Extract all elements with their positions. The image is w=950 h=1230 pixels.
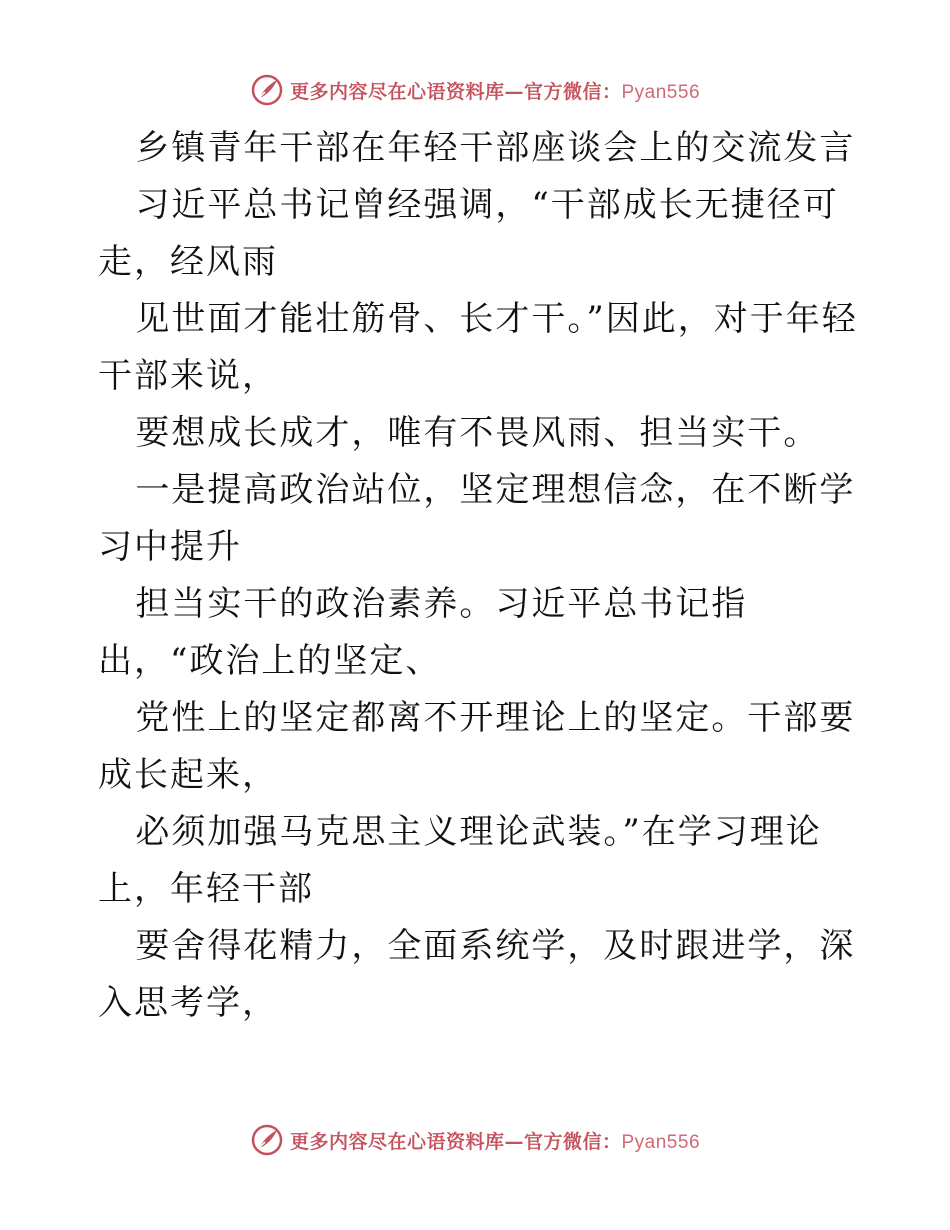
paragraph: 要舍得花精力，全面系统学，及时跟进学，深入思考学， <box>98 926 856 1023</box>
document-body <box>98 120 858 1032</box>
paragraph: 党性上的坚定都离不开理论上的坚定。干部要成长起来， <box>98 698 856 795</box>
paragraph: 见世面才能壮筋骨、长才干。”因此，对于年轻干部来说， <box>98 299 858 396</box>
document-title: 乡镇青年干部在年轻干部座谈会上的交流发言 <box>135 128 856 168</box>
quill-logo-icon <box>250 1123 284 1157</box>
watermark-brand <box>250 73 700 107</box>
paragraph: 担当实干的政治素养。习近平总书记指出，“政治上的坚定、 <box>98 584 748 681</box>
watermark-brand <box>250 1123 700 1157</box>
paragraph: 习近平总书记曾经强调，“干部成长无捷径可走，经风雨 <box>98 185 839 282</box>
paragraph: 一是提高政治站位，坚定理想信念，在不断学习中提升 <box>98 470 856 567</box>
watermark-text: 更多内容尽在心语资料库—官方微信：Pyan556 <box>289 80 701 103</box>
header-watermark <box>0 70 950 110</box>
footer-watermark <box>0 1120 950 1160</box>
paragraph: 必须加强马克思主义理论武装。”在学习理论上，年轻干部 <box>98 812 822 909</box>
paragraph: 要想成长成才，唯有不畏风雨、担当实干。 <box>135 413 820 453</box>
watermark-text: 更多内容尽在心语资料库—官方微信：Pyan556 <box>289 1130 701 1153</box>
quill-logo-icon <box>250 73 284 107</box>
